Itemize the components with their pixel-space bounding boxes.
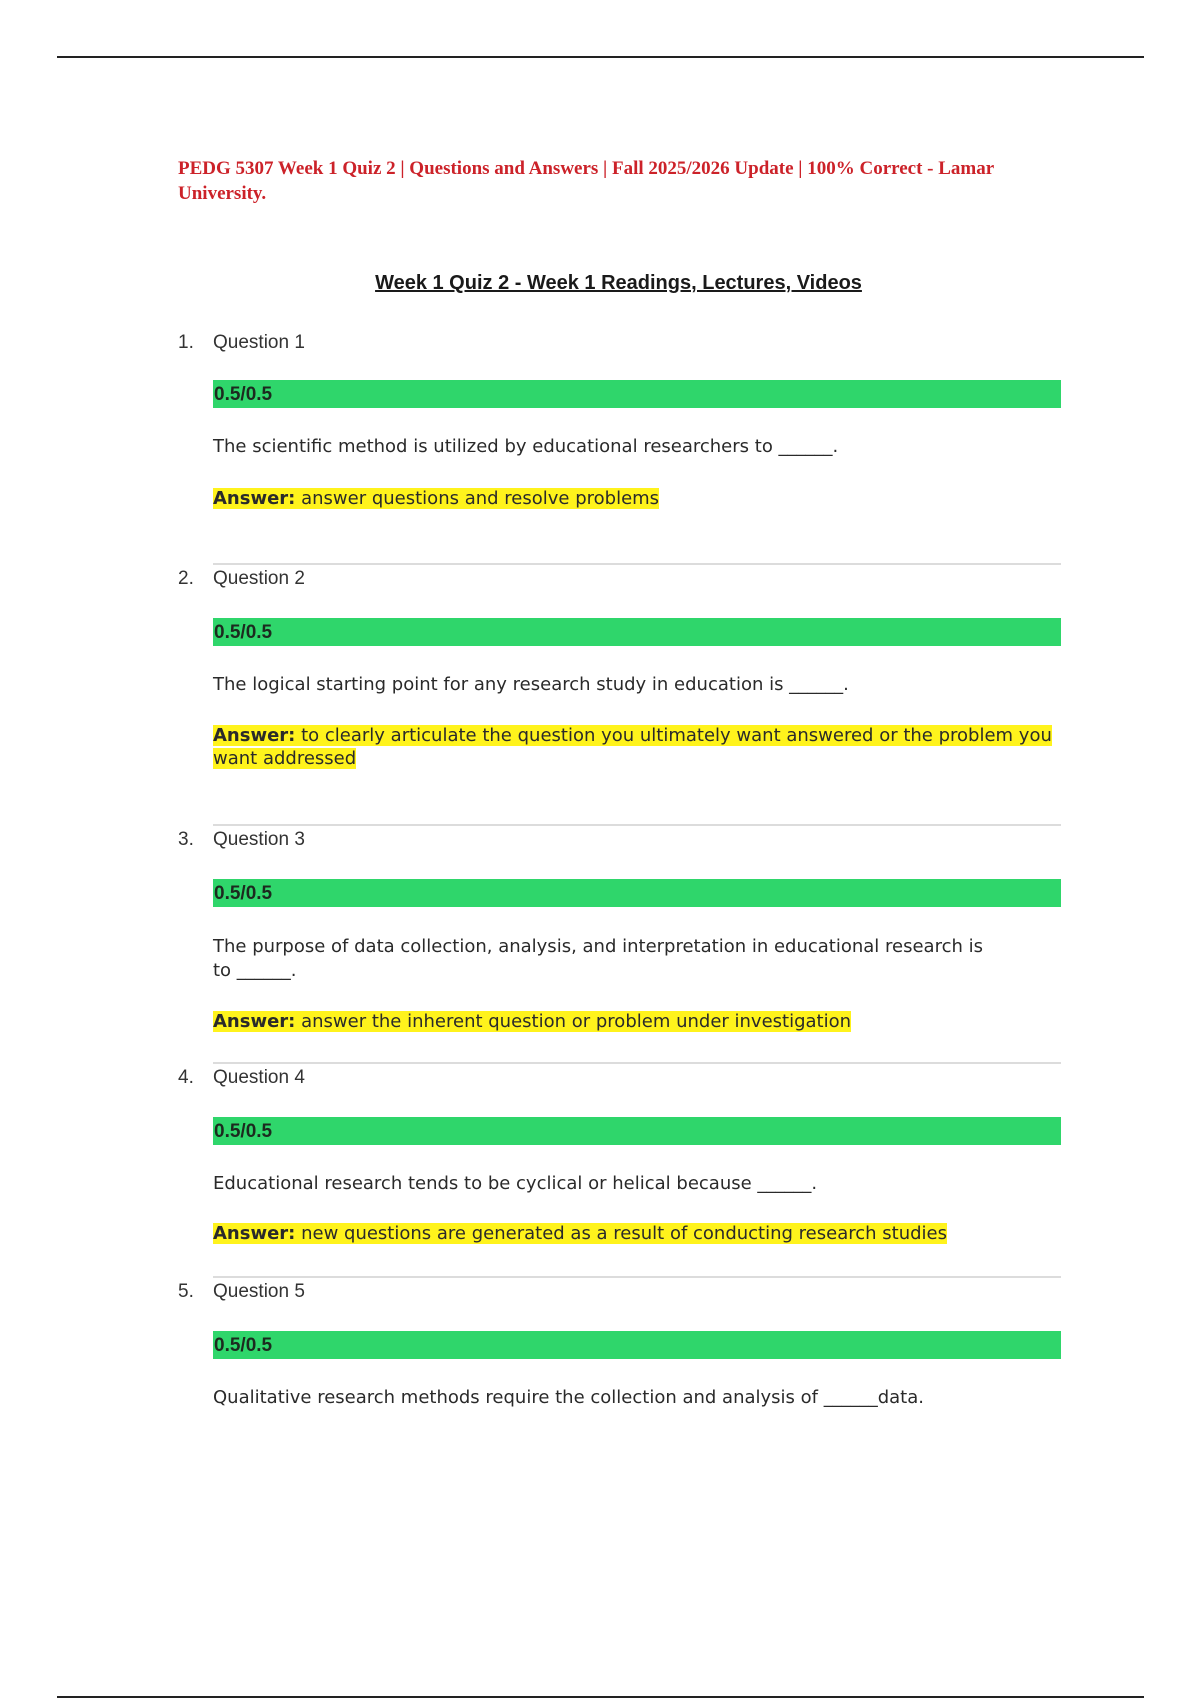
- answer-highlight: [213, 725, 1052, 769]
- question-title: Question 3: [213, 829, 305, 850]
- score-bar: [213, 1331, 1061, 1359]
- answer-label: Answer:: [213, 488, 296, 509]
- answer: [213, 487, 1058, 510]
- score-bar: [213, 1117, 1061, 1145]
- question-text: Qualitative research methods require the collection and analysis of ______data.: [213, 1387, 924, 1408]
- score-value: 0.5/0.5: [214, 1121, 273, 1142]
- answer-highlight: [213, 488, 659, 509]
- answer-text: new questions are generated as a result of conducting research studies: [295, 1223, 947, 1244]
- question-number: 3.: [178, 829, 194, 850]
- question-divider: [213, 1062, 1061, 1064]
- question-divider: [213, 563, 1061, 565]
- answer-label: Answer:: [213, 1011, 296, 1032]
- answer-highlight: [213, 1223, 947, 1244]
- question-text: The scientific method is utilized by educational researchers to ______.: [213, 436, 839, 457]
- question-number: 5.: [178, 1281, 194, 1302]
- question-text: Educational research tends to be cyclical or helical because ______.: [213, 1173, 818, 1194]
- question-text: The purpose of data collection, analysis, and interpretation in educational research is to ______.: [213, 936, 984, 981]
- score-bar: [213, 618, 1061, 646]
- question-text: The logical starting point for any research study in education is ______.: [213, 674, 849, 695]
- score-value: 0.5/0.5: [214, 622, 273, 643]
- answer-text: answer the inherent question or problem under investigation: [295, 1011, 852, 1032]
- score-value: 0.5/0.5: [214, 1335, 273, 1356]
- answer-label: Answer:: [213, 725, 296, 746]
- section-heading: Week 1 Quiz 2 - Week 1 Readings, Lectures, Videos: [375, 272, 862, 294]
- question-divider: [213, 1276, 1061, 1278]
- score-value: 0.5/0.5: [214, 883, 273, 904]
- question-title: Question 4: [213, 1067, 305, 1088]
- answer: [213, 724, 1058, 770]
- question-number: 1.: [178, 332, 194, 353]
- score-value: 0.5/0.5: [214, 384, 273, 405]
- question-title: Question 1: [213, 332, 305, 353]
- page-bottom-rule: [57, 1696, 1144, 1698]
- document-title: PEDG 5307 Week 1 Quiz 2 | Questions and Answers | Fall 2025/2026 Update | 100% Correct - Lamar University.: [178, 158, 994, 204]
- answer: [213, 1010, 1058, 1033]
- question-divider: [213, 824, 1061, 826]
- question-number: 4.: [178, 1067, 194, 1088]
- score-bar: [213, 879, 1061, 907]
- score-bar: [213, 380, 1061, 408]
- question-title: Question 2: [213, 568, 305, 589]
- page-top-rule: [57, 56, 1144, 58]
- answer-highlight: [213, 1011, 851, 1032]
- answer-text: answer questions and resolve problems: [295, 488, 660, 509]
- question-title: Question 5: [213, 1281, 305, 1302]
- question-number: 2.: [178, 568, 194, 589]
- answer-label: Answer:: [213, 1223, 296, 1244]
- answer-text: to clearly articulate the question you ultimately want answered or the problem you want addressed: [213, 725, 1052, 769]
- answer: [213, 1222, 1058, 1245]
